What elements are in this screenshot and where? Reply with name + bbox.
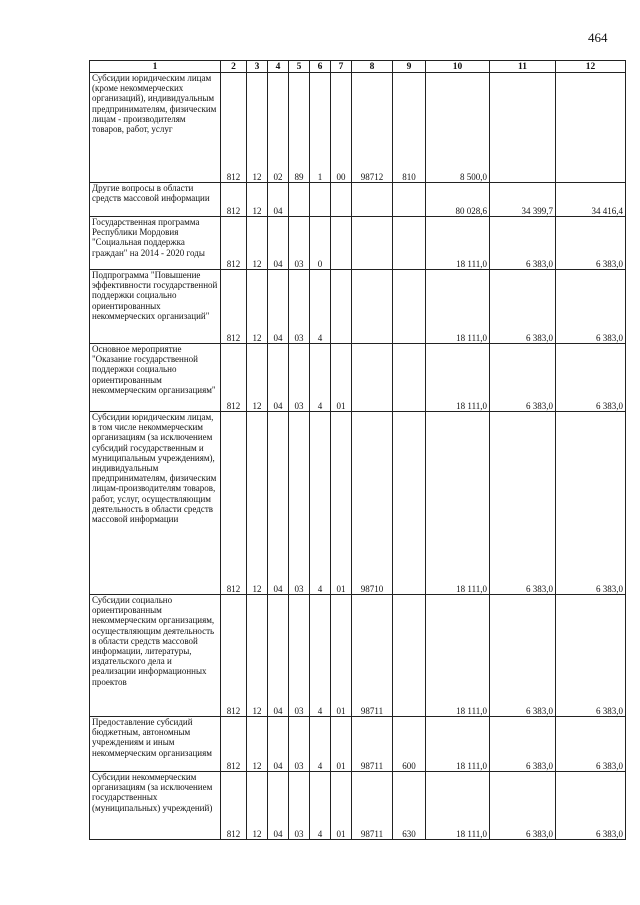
cell-c7: 01 <box>331 717 352 772</box>
column-header: 6 <box>310 61 331 73</box>
cell-c8: 98712 <box>352 73 393 183</box>
column-header: 12 <box>556 61 626 73</box>
cell-c8: 98711 <box>352 595 393 717</box>
cell-c10: 18 111,0 <box>426 772 490 840</box>
cell-c12: 6 383,0 <box>556 595 626 717</box>
cell-c2: 812 <box>221 217 247 270</box>
cell-c6: 0 <box>310 217 331 270</box>
cell-c11: 6 383,0 <box>490 412 556 595</box>
cell-c4: 04 <box>268 772 289 840</box>
cell-c6: 4 <box>310 344 331 412</box>
cell-c5: 03 <box>289 772 310 840</box>
cell-c11: 34 399,7 <box>490 183 556 217</box>
cell-c7: 01 <box>331 412 352 595</box>
cell-c10: 18 111,0 <box>426 717 490 772</box>
cell-c2: 812 <box>221 183 247 217</box>
cell-c4: 04 <box>268 717 289 772</box>
cell-c10: 8 500,0 <box>426 73 490 183</box>
cell-c8 <box>352 217 393 270</box>
table-row <box>90 183 626 217</box>
cell-c3: 12 <box>247 183 268 217</box>
cell-c2: 812 <box>221 412 247 595</box>
column-header: 10 <box>426 61 490 73</box>
cell-c7 <box>331 217 352 270</box>
cell-c5: 03 <box>289 217 310 270</box>
row-name: Основное мероприятие "Оказание государственной поддержки социально ориентированным некоммерческим организациям" <box>90 344 221 412</box>
row-name: Субсидии социально ориентированным некоммерческим организациям, осуществляющим деятельность в области средств массовой информации, литературы, издательского дела и реализации информационных проектов <box>90 595 221 717</box>
column-header: 7 <box>331 61 352 73</box>
row-name: Субсидии некоммерческим организациям (за исключением государственных (муниципальных) учреждений) <box>90 772 221 840</box>
cell-c3: 12 <box>247 595 268 717</box>
cell-c8 <box>352 183 393 217</box>
table-body <box>90 73 626 840</box>
cell-c7: 01 <box>331 772 352 840</box>
cell-c11: 6 383,0 <box>490 217 556 270</box>
cell-c9 <box>393 344 426 412</box>
cell-c3: 12 <box>247 217 268 270</box>
column-header: 8 <box>352 61 393 73</box>
cell-c2: 812 <box>221 344 247 412</box>
table-row <box>90 595 626 717</box>
cell-c8 <box>352 344 393 412</box>
budget-table <box>89 60 626 840</box>
column-header: 11 <box>490 61 556 73</box>
cell-c10: 80 028,6 <box>426 183 490 217</box>
cell-c8: 98711 <box>352 717 393 772</box>
cell-c7: 00 <box>331 73 352 183</box>
table-header <box>90 61 626 73</box>
table-row <box>90 217 626 270</box>
cell-c5: 03 <box>289 270 310 344</box>
cell-c4: 04 <box>268 595 289 717</box>
cell-c7: 01 <box>331 344 352 412</box>
cell-c11: 6 383,0 <box>490 270 556 344</box>
table-row <box>90 73 626 183</box>
cell-c3: 12 <box>247 717 268 772</box>
cell-c4: 04 <box>268 412 289 595</box>
cell-c10: 18 111,0 <box>426 412 490 595</box>
row-name: Субсидии юридическим лицам, в том числе некоммерческим организациям (за исключением субсидий государственным и муниципальным учреждениям), индивидуальным предпринимателям, физическим лицам-производителям товаров, работ, услуг, осуществляющим деятельность в области средств массовой информации <box>90 412 221 595</box>
column-header: 9 <box>393 61 426 73</box>
cell-c8: 98710 <box>352 412 393 595</box>
cell-c4: 04 <box>268 344 289 412</box>
cell-c2: 812 <box>221 717 247 772</box>
cell-c2: 812 <box>221 270 247 344</box>
cell-c5: 89 <box>289 73 310 183</box>
cell-c12: 6 383,0 <box>556 270 626 344</box>
cell-c9 <box>393 270 426 344</box>
table-row <box>90 717 626 772</box>
cell-c12: 6 383,0 <box>556 217 626 270</box>
cell-c3: 12 <box>247 344 268 412</box>
cell-c11: 6 383,0 <box>490 717 556 772</box>
cell-c11 <box>490 73 556 183</box>
cell-c2: 812 <box>221 73 247 183</box>
cell-c6: 4 <box>310 595 331 717</box>
cell-c9 <box>393 217 426 270</box>
row-name: Подпрограмма "Повышение эффективности государственной поддержки социально ориентированных некоммерческих организаций" <box>90 270 221 344</box>
cell-c5: 03 <box>289 344 310 412</box>
cell-c4: 02 <box>268 73 289 183</box>
cell-c7: 01 <box>331 595 352 717</box>
cell-c11: 6 383,0 <box>490 344 556 412</box>
cell-c6 <box>310 183 331 217</box>
cell-c6: 4 <box>310 717 331 772</box>
row-name: Государственная программа Республики Мордовия "Социальная поддержка граждан" на 2014 - 2020 годы <box>90 217 221 270</box>
cell-c2: 812 <box>221 772 247 840</box>
cell-c8: 98711 <box>352 772 393 840</box>
cell-c7 <box>331 270 352 344</box>
header-row <box>90 61 626 73</box>
cell-c3: 12 <box>247 270 268 344</box>
table-row <box>90 412 626 595</box>
cell-c4: 04 <box>268 183 289 217</box>
cell-c9 <box>393 183 426 217</box>
cell-c12: 6 383,0 <box>556 772 626 840</box>
column-header: 4 <box>268 61 289 73</box>
cell-c12: 34 416,4 <box>556 183 626 217</box>
cell-c10: 18 111,0 <box>426 217 490 270</box>
cell-c8 <box>352 270 393 344</box>
cell-c3: 12 <box>247 412 268 595</box>
cell-c9 <box>393 595 426 717</box>
table-row <box>90 270 626 344</box>
cell-c9: 810 <box>393 73 426 183</box>
cell-c3: 12 <box>247 73 268 183</box>
cell-c10: 18 111,0 <box>426 270 490 344</box>
cell-c6: 1 <box>310 73 331 183</box>
cell-c2: 812 <box>221 595 247 717</box>
cell-c9 <box>393 412 426 595</box>
cell-c10: 18 111,0 <box>426 595 490 717</box>
cell-c6: 4 <box>310 270 331 344</box>
cell-c12: 6 383,0 <box>556 717 626 772</box>
cell-c6: 4 <box>310 412 331 595</box>
column-header: 5 <box>289 61 310 73</box>
row-name: Субсидии юридическим лицам (кроме некоммерческих организаций), индивидуальным предпринимателям, физическим лицам - производителям товаров, работ, услуг <box>90 73 221 183</box>
row-name: Другие вопросы в области средств массовой информации <box>90 183 221 217</box>
table-row <box>90 344 626 412</box>
cell-c10: 18 111,0 <box>426 344 490 412</box>
page-number: 464 <box>588 30 608 45</box>
cell-c12 <box>556 73 626 183</box>
cell-c4: 04 <box>268 217 289 270</box>
cell-c5 <box>289 183 310 217</box>
cell-c5: 03 <box>289 412 310 595</box>
cell-c9: 630 <box>393 772 426 840</box>
cell-c11: 6 383,0 <box>490 772 556 840</box>
cell-c3: 12 <box>247 772 268 840</box>
row-name: Предоставление субсидий бюджетным, автономным учреждениям и иным некоммерческим организациям <box>90 717 221 772</box>
column-header: 2 <box>221 61 247 73</box>
column-header: 3 <box>247 61 268 73</box>
cell-c12: 6 383,0 <box>556 344 626 412</box>
cell-c11: 6 383,0 <box>490 595 556 717</box>
column-header: 1 <box>90 61 221 73</box>
cell-c5: 03 <box>289 595 310 717</box>
cell-c4: 04 <box>268 270 289 344</box>
cell-c5: 03 <box>289 717 310 772</box>
table-row <box>90 772 626 840</box>
cell-c6: 4 <box>310 772 331 840</box>
cell-c12: 6 383,0 <box>556 412 626 595</box>
cell-c7 <box>331 183 352 217</box>
cell-c9: 600 <box>393 717 426 772</box>
